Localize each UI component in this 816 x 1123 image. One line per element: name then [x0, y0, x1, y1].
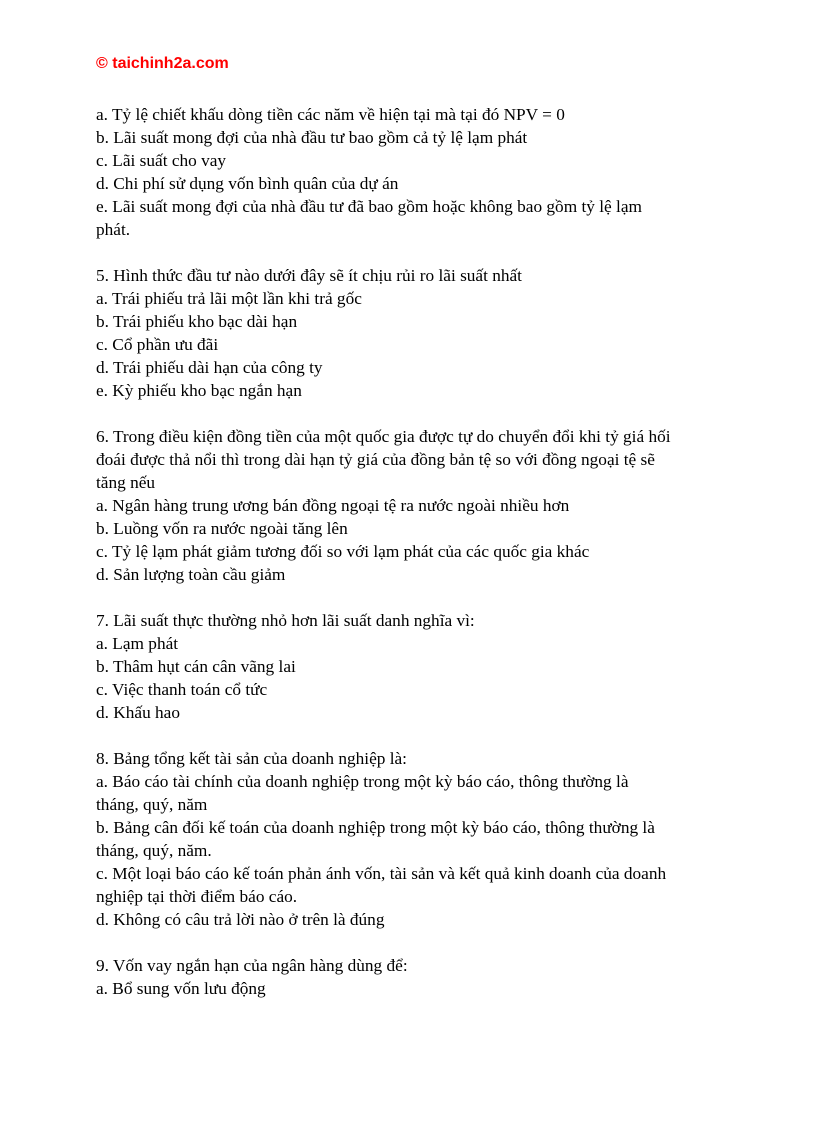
- paragraph-gap: [96, 724, 726, 747]
- text-line: 6. Trong điều kiện đồng tiền của một quốc gia được tự do chuyển đổi khi tỷ giá hối: [96, 427, 671, 446]
- question-block: [96, 954, 726, 1000]
- question-block: [96, 264, 726, 402]
- text-line: a. Trái phiếu trả lãi một lần khi trả gốc: [96, 289, 362, 308]
- text-line: tháng, quý, năm.: [96, 841, 212, 860]
- text-line: d. Khấu hao: [96, 703, 180, 722]
- text-line: c. Lãi suất cho vay: [96, 151, 227, 170]
- text-line: c. Cổ phần ưu đãi: [96, 335, 219, 354]
- text-line: a. Ngân hàng trung ương bán đồng ngoại tệ ra nước ngoài nhiều hơn: [96, 496, 570, 515]
- text-line: d. Sản lượng toàn cầu giảm: [96, 565, 286, 584]
- text-line: b. Lãi suất mong đợi của nhà đầu tư bao gồm cả tỷ lệ lạm phát: [96, 128, 528, 147]
- text-line: d. Chi phí sử dụng vốn bình quân của dự án: [96, 174, 399, 193]
- paragraph-gap: [96, 586, 726, 609]
- question-block: [96, 747, 726, 931]
- text-line: nghiệp tại thời điểm báo cáo.: [96, 887, 298, 906]
- text-line: c. Một loại báo cáo kế toán phản ánh vốn, tài sản và kết quả kinh doanh của doanh: [96, 864, 667, 883]
- text-line: b. Luồng vốn ra nước ngoài tăng lên: [96, 519, 348, 538]
- text-line: a. Báo cáo tài chính của doanh nghiệp trong một kỳ báo cáo, thông thường là: [96, 772, 629, 791]
- text-line: 7. Lãi suất thực thường nhỏ hơn lãi suất danh nghĩa vì:: [96, 611, 475, 630]
- paragraph-gap: [96, 931, 726, 954]
- text-line: 5. Hình thức đầu tư nào dưới đây sẽ ít chịu rủi ro lãi suất nhất: [96, 266, 522, 285]
- document-body: [96, 103, 726, 1000]
- text-line: b. Trái phiếu kho bạc dài hạn: [96, 312, 298, 331]
- question-block: [96, 609, 726, 724]
- text-line: d. Trái phiếu dài hạn của công ty: [96, 358, 323, 377]
- text-line: tăng nếu: [96, 473, 156, 492]
- answer-options-block: [96, 103, 726, 241]
- text-line: d. Không có câu trả lời nào ở trên là đúng: [96, 910, 385, 929]
- text-line: a. Lạm phát: [96, 634, 179, 653]
- text-line: a. Tỷ lệ chiết khấu dòng tiền các năm về hiện tại mà tại đó NPV = 0: [96, 105, 565, 124]
- text-line: đoái được thả nổi thì trong dài hạn tỷ giá của đồng bản tệ so với đồng ngoại tệ sẽ: [96, 450, 655, 469]
- paragraph-gap: [96, 241, 726, 264]
- text-line: b. Bảng cân đối kế toán của doanh nghiệp trong một kỳ báo cáo, thông thường là: [96, 818, 655, 837]
- text-line: e. Kỳ phiếu kho bạc ngắn hạn: [96, 381, 302, 400]
- text-line: tháng, quý, năm: [96, 795, 208, 814]
- text-line: b. Thâm hụt cán cân vãng lai: [96, 657, 296, 676]
- text-line: e. Lãi suất mong đợi của nhà đầu tư đã bao gồm hoặc không bao gồm tỷ lệ lạm: [96, 197, 642, 216]
- text-line: c. Việc thanh toán cổ tức: [96, 680, 268, 699]
- text-line: 9. Vốn vay ngắn hạn của ngân hàng dùng để:: [96, 956, 408, 975]
- text-line: c. Tỷ lệ lạm phát giảm tương đối so với lạm phát của các quốc gia khác: [96, 542, 590, 561]
- text-line: phát.: [96, 220, 131, 239]
- paragraph-gap: [96, 402, 726, 425]
- text-line: a. Bổ sung vốn lưu động: [96, 979, 266, 998]
- text-line: 8. Bảng tổng kết tài sản của doanh nghiệp là:: [96, 749, 407, 768]
- watermark-text: © taichinh2a.com: [96, 55, 229, 72]
- question-block: [96, 425, 726, 586]
